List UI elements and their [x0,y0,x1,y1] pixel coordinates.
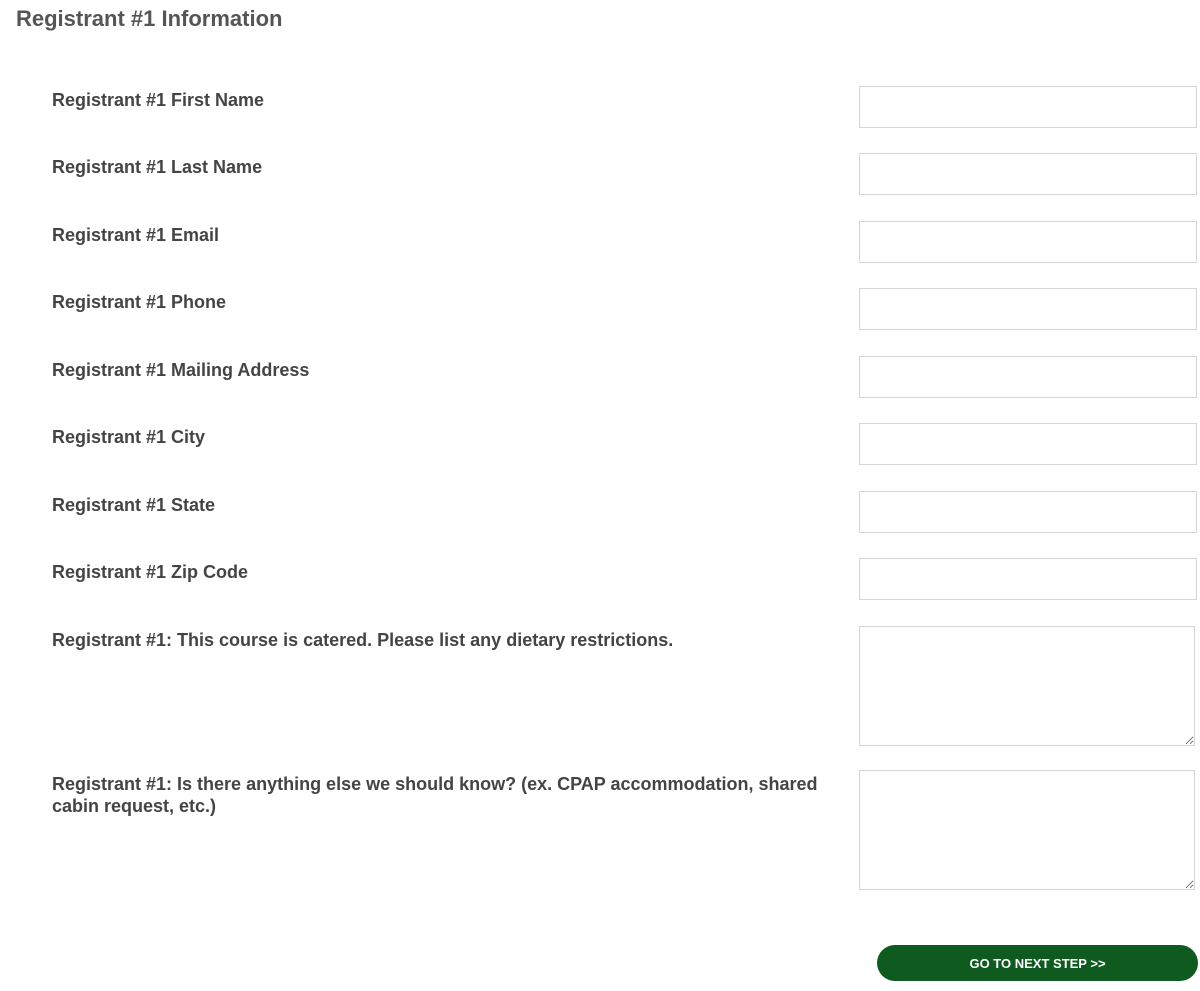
state-input[interactable] [859,491,1197,533]
mailing-address-input[interactable] [859,356,1197,398]
last-name-input[interactable] [859,153,1197,195]
zip-code-label: Registrant #1 Zip Code [52,562,249,582]
first-name-input[interactable] [859,86,1197,128]
city-input[interactable] [859,423,1197,465]
zip-code-input[interactable] [859,558,1197,600]
city-label: Registrant #1 City [52,427,206,447]
section-title: Registrant #1 Information [16,6,283,31]
last-name-label: Registrant #1 Last Name [52,157,263,177]
dietary-restrictions-textarea[interactable] [859,626,1195,746]
dietary-restrictions-label: Registrant #1: This course is catered. Please list any dietary restrictions. [52,630,674,650]
go-to-next-step-button[interactable]: GO TO NEXT STEP >> [877,945,1198,981]
phone-label: Registrant #1 Phone [52,292,227,312]
anything-else-textarea[interactable] [859,770,1195,890]
phone-input[interactable] [859,288,1197,330]
anything-else-label: Registrant #1: Is there anything else we should know? (ex. CPAP accommodation, shared cabin request, etc.) [52,774,818,816]
mailing-address-label: Registrant #1 Mailing Address [52,360,310,380]
state-label: Registrant #1 State [52,495,216,515]
first-name-label: Registrant #1 First Name [52,90,265,110]
email-label: Registrant #1 Email [52,225,220,245]
email-input[interactable] [859,221,1197,263]
